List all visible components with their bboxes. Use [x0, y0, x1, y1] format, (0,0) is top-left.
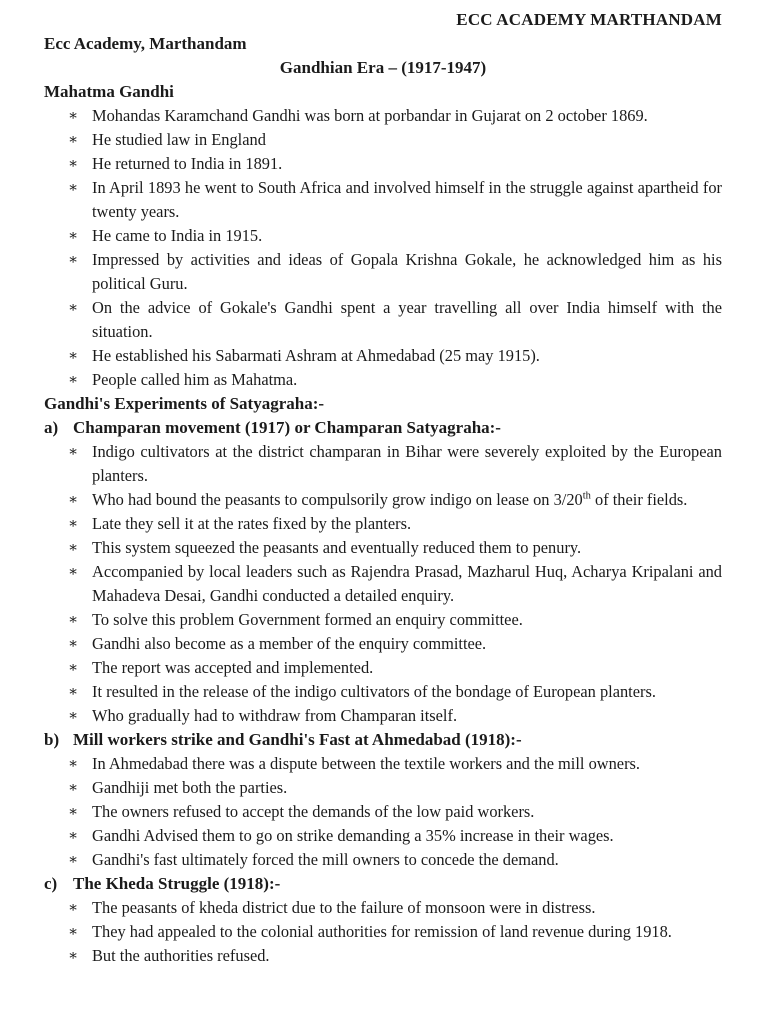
bullet-asterisk-icon: ∗ [68, 108, 79, 124]
subsection-label: b) [44, 730, 60, 749]
bullet-text: He studied law in England [92, 130, 266, 149]
bullet-asterisk-icon: ∗ [68, 924, 79, 940]
bullet-text: On the advice of Gokale's Gandhi spent a year travelling all over India himself with the situation. [92, 298, 722, 341]
bullet-asterisk-icon: ∗ [68, 516, 79, 532]
list-item [44, 344, 722, 368]
section-heading-experiments: Gandhi's Experiments of Satyagraha:- [44, 394, 325, 413]
list-item [44, 176, 722, 224]
list-item [44, 104, 722, 128]
bullet-asterisk-icon: ∗ [68, 612, 79, 628]
bullet-text: Who gradually had to withdraw from Champaran itself. [92, 706, 458, 725]
bullet-text: But the authorities refused. [92, 946, 270, 965]
bullet-asterisk-icon: ∗ [68, 156, 79, 172]
list-item [44, 944, 722, 968]
bullet-asterisk-icon: ∗ [68, 180, 79, 196]
bullet-text: He established his Sabarmati Ashram at Ahmedabad (25 may 1915). [92, 346, 540, 365]
bullet-text: He came to India in 1915. [92, 226, 263, 245]
subsection-label: a) [44, 418, 59, 437]
bullet-text: They had appealed to the colonial authorities for remission of land revenue during 1918. [92, 922, 672, 941]
bullet-asterisk-icon: ∗ [68, 132, 79, 148]
list-item [44, 800, 722, 824]
subsection-heading-b [44, 728, 722, 752]
list-item [44, 128, 722, 152]
bullet-asterisk-icon: ∗ [68, 780, 79, 796]
list-item [44, 776, 722, 800]
bullet-text: Impressed by activities and ideas of Gopala Krishna Gokale, he acknowledged him as his political Guru. [92, 250, 722, 293]
bullet-asterisk-icon: ∗ [68, 636, 79, 652]
list-item [44, 824, 722, 848]
list-item [44, 920, 722, 944]
list-item [44, 536, 722, 560]
subsection-title: Mill workers strike and Gandhi's Fast at Ahmedabad (1918):- [73, 730, 522, 749]
bullet-text: Gandhi Advised them to go on strike demanding a 35% increase in their wages. [92, 826, 614, 845]
list-item [44, 656, 722, 680]
bullet-asterisk-icon: ∗ [68, 660, 79, 676]
bullet-asterisk-icon: ∗ [68, 540, 79, 556]
bullet-text: People called him as Mahatma. [92, 370, 298, 389]
subsection-heading-a [44, 416, 722, 440]
bullet-text: In April 1893 he went to South Africa and involved himself in the struggle against apartheid for twenty years. [92, 178, 722, 221]
bullet-asterisk-icon: ∗ [68, 300, 79, 316]
bullet-text: Gandhiji met both the parties. [92, 778, 288, 797]
bullet-text: Gandhi also become as a member of the enquiry committee. [92, 634, 487, 653]
section-heading-mahatma-gandhi: Mahatma Gandhi [44, 82, 174, 101]
bullet-asterisk-icon: ∗ [68, 684, 79, 700]
subsection-title: The Kheda Struggle (1918):- [73, 874, 281, 893]
bullet-asterisk-icon: ∗ [68, 708, 79, 724]
list-item [44, 608, 722, 632]
bullet-text: The owners refused to accept the demands of the low paid workers. [92, 802, 535, 821]
list-item [44, 848, 722, 872]
bullet-asterisk-icon: ∗ [68, 252, 79, 268]
bullet-text: It resulted in the release of the indigo cultivators of the bondage of European planters. [92, 682, 656, 701]
bullet-text [92, 490, 687, 509]
header-left-title: Ecc Academy, Marthandam [44, 34, 247, 53]
bullet-asterisk-icon: ∗ [68, 492, 79, 508]
bullet-asterisk-icon: ∗ [68, 804, 79, 820]
bullet-asterisk-icon: ∗ [68, 348, 79, 364]
bullet-text: Indigo cultivators at the district champaran in Bihar were severely exploited by the European planters. [92, 442, 722, 485]
list-item [44, 752, 722, 776]
list-item [44, 440, 722, 488]
subsection-title: Champaran movement (1917) or Champaran Satyagraha:- [73, 418, 501, 437]
bullet-text: This system squeezed the peasants and eventually reduced them to penury. [92, 538, 582, 557]
list-item [44, 248, 722, 296]
bullet-text: Late they sell it at the rates fixed by the planters. [92, 514, 412, 533]
bullet-asterisk-icon: ∗ [68, 756, 79, 772]
subsection-label: c) [44, 874, 58, 893]
bullet-text-part: of their fields. [590, 490, 688, 509]
bullet-asterisk-icon: ∗ [68, 228, 79, 244]
list-item [44, 152, 722, 176]
list-item [44, 224, 722, 248]
bullet-asterisk-icon: ∗ [68, 444, 79, 460]
bullet-asterisk-icon: ∗ [68, 828, 79, 844]
bullet-text: He returned to India in 1891. [92, 154, 283, 173]
bullet-text: Gandhi's fast ultimately forced the mill owners to concede the demand. [92, 850, 559, 869]
superscript-ordinal: th [582, 490, 591, 502]
bullet-asterisk-icon: ∗ [68, 900, 79, 916]
list-item [44, 680, 722, 704]
header-right-title: ECC ACADEMY MARTHANDAM [456, 10, 722, 29]
list-item [44, 512, 722, 536]
bullet-asterisk-icon: ∗ [68, 564, 79, 580]
list-item [44, 296, 722, 344]
list-item [44, 704, 722, 728]
bullet-text: In Ahmedabad there was a dispute between the textile workers and the mill owners. [92, 754, 641, 773]
bullet-asterisk-icon: ∗ [68, 948, 79, 964]
list-item [44, 368, 722, 392]
list-item [44, 560, 722, 608]
bullet-asterisk-icon: ∗ [68, 372, 79, 388]
bullet-text-part: Who had bound the peasants to compulsorily grow indigo on lease on 3/20 [92, 490, 583, 509]
list-item [44, 896, 722, 920]
list-item [44, 488, 722, 512]
bullet-asterisk-icon: ∗ [68, 852, 79, 868]
list-item [44, 632, 722, 656]
bullet-text: Mohandas Karamchand Gandhi was born at porbandar in Gujarat on 2 october 1869. [92, 106, 648, 125]
doc-title: Gandhian Era – (1917-1947) [279, 58, 487, 77]
bullet-text: To solve this problem Government formed an enquiry committee. [92, 610, 523, 629]
bullet-text: Accompanied by local leaders such as Rajendra Prasad, Mazharul Huq, Acharya Kripalani and Mahadeva Desai, Gandhi conducted a detailed enquiry. [92, 562, 722, 605]
subsection-heading-c [44, 872, 722, 896]
bullet-text: The peasants of kheda district due to the failure of monsoon were in distress. [92, 898, 596, 917]
bullet-text: The report was accepted and implemented. [92, 658, 374, 677]
